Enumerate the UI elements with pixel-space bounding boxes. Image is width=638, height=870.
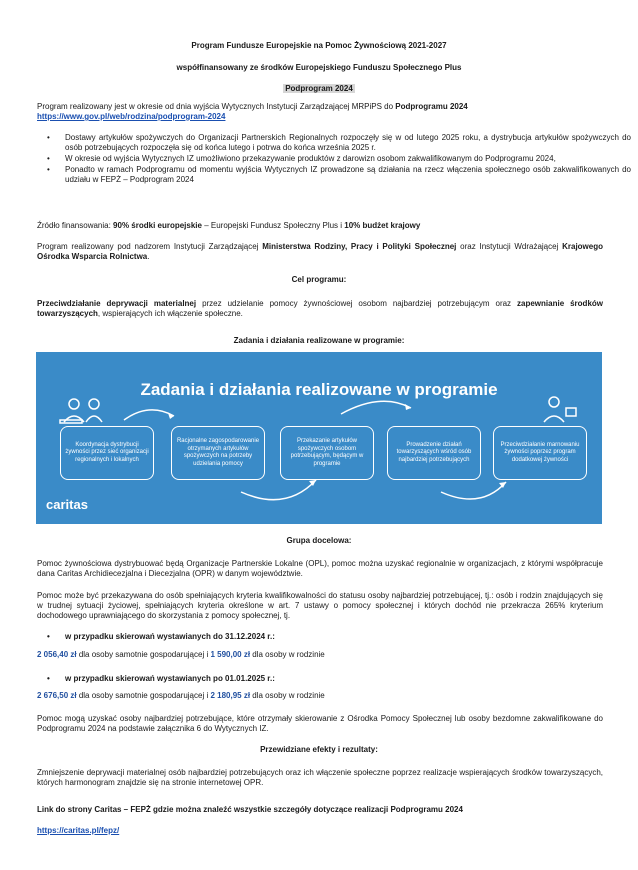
intro-bold: Podprogramu 2024	[395, 102, 468, 111]
caritas-logo: caritas	[46, 497, 88, 512]
supervision-text: Program realizowany pod nadzorem Instytucji Zarządzającej	[37, 242, 263, 251]
amount-text: dla osoby samotnie gospodarującej i	[76, 650, 211, 659]
goal-text: przez udzielanie pomocy żywnościowej osobom najbardziej potrzebującym oraz	[196, 299, 518, 308]
supervision-agency: Krajowego Ośrodka Wsparcia Rolnictwa	[37, 242, 604, 261]
task-box: Prowadzenie działań towarzyszących wśród osób najbardziej potrzebujących	[387, 426, 481, 480]
intro-text: Program realizowany jest w okresie od dnia wyjścia Wytycznych Instytucji Zarządzającej MRPiPS do	[37, 102, 396, 111]
intro-link[interactable]: https://www.gov.pl/web/rodzina/podprogram-2024	[37, 112, 226, 121]
funding-middle: – Europejski Fundusz Społeczny Plus i	[201, 221, 345, 230]
caritas-link[interactable]: https://caritas.pl/fepz/	[37, 826, 120, 835]
case2-label: • w przypadku skierowań wystawianych po 01.01.2025 r.:	[65, 674, 631, 684]
document-title: Program Fundusze Europejskie na Pomoc Żywnościową 2021-2027	[191, 41, 447, 50]
task-box: Racjonalne zagospodarowanie otrzymanych artykułów spożywczych na potrzeby udzielania pomocy	[171, 426, 265, 480]
person-icon-left	[60, 399, 102, 423]
target-paragraph-3: Pomoc mogą uzyskać osoby najbardziej potrzebujące, które otrzymały skierowanie z Ośrodka Pomocy Społecznej lub osoby bezdomne zakwalifikowane do Podprogramu 2024 na podstawie załącznika 6 do Wytycznych IZ.	[37, 714, 603, 733]
supervision-paragraph	[37, 242, 603, 262]
case2-amounts	[37, 691, 603, 701]
goal-paragraph	[37, 299, 603, 319]
target-paragraph-2: Pomoc może być przekazywana do osób spełniających kryteria kwalifikowalności do statusu osoby najbardziej potrzebującej, tj.: osób i rodzin znajdujących się w trudnej sytuacji życiowej, spełniających kryteria określone w art. 7 ustawy o pomocy społecznej i których dochód nie przekracza 265% kryterium dochodowego uprawniającego do skorzystania z pomocy społecznej, tj.	[37, 591, 603, 620]
bullet-list	[37, 133, 631, 186]
goal-heading: Cel programu:	[291, 275, 347, 284]
footer-link-wrap	[37, 826, 603, 836]
subprogram-label	[0, 84, 638, 94]
funding-eu: 90% środki europejskie	[113, 221, 202, 230]
effects-paragraph: Zmniejszenie deprywacji materialnej osób najbardziej potrzebujących oraz ich włączenie społeczne poprzez realizacje wspierających środków towarzyszących, których harmonogram znajdzie się na stronie internetowej OPR.	[37, 768, 603, 787]
banner-title: Zadania i działania realizowane w programie	[140, 380, 498, 399]
amount-single: 2 676,50 zł	[37, 691, 77, 700]
funding-national: 10% budżet krajowy	[344, 221, 421, 230]
intro-paragraph	[37, 102, 603, 122]
arrow-icon	[124, 410, 174, 420]
case1-label: • w przypadku skierowań wystawianych do 31.12.2024 r.:	[65, 632, 631, 642]
task-box: Koordynacja dystrybucji żywności przez sieć organizacji regionalnych i lokalnych	[60, 426, 154, 480]
task-box: Przekazanie artykułów spożywczych osobom potrzebującym, będącym w programie	[280, 426, 374, 480]
amount-text: dla osoby w rodzinie	[250, 650, 325, 659]
case2-bullet	[37, 674, 631, 685]
goal-text: , wspierających ich włączenie społeczne.	[97, 309, 243, 318]
case1-bullet	[37, 632, 631, 643]
arrow-icon	[441, 482, 506, 499]
amount-family: 1 590,00 zł	[210, 650, 251, 659]
target-paragraph-1: Pomoc żywnościowa dystrybuować będą Organizacje Partnerskie Lokalne (OPL), pomoc można uzyskać regionalnie w organizacjach, z którymi współpracuje dana Caritas Archidiecezjalna i Diecezjalna (OPR) w danym województwie.	[37, 559, 603, 578]
case1-amounts	[37, 650, 603, 660]
document-subtitle: współfinansowany ze środków Europejskiego Funduszu Społecznego Plus	[176, 63, 462, 72]
supervision-text: oraz Instytucji Wdrażającej	[456, 242, 563, 251]
arrow-icon	[341, 401, 411, 414]
target-heading: Grupa docelowa:	[286, 536, 352, 545]
task-box: Przeciwdziałanie marnowaniu żywności poprzez program dodatkowej żywności	[493, 426, 587, 480]
bullet-item: • Dostawy artykułów spożywczych do Organizacji Partnerskich Regionalnych rozpoczęły się w od lutego 2025 roku, a dystrybucja artykułów spożywczych do osób potrzebujących rozpoczęła się od końca lutego i potrwa do końca września 2025 r.	[65, 133, 631, 153]
amount-text: dla osoby w rodzinie	[250, 691, 325, 700]
goal-bold: zapewnianie środków towarzyszących	[37, 299, 603, 318]
person-icon-right	[544, 397, 576, 422]
tasks-heading: Zadania i działania realizowane w programie:	[233, 336, 405, 345]
supervision-ministry: Ministerstwa Rodziny, Pracy i Polityki Społecznej	[262, 242, 457, 251]
bullet-item: • W okresie od wyjścia Wytycznych IZ umożliwiono przekazywanie produktów z darowizn osobom zakwalifikowanym do Podprogramu 2024,	[65, 154, 631, 164]
funding-prefix: Źródło finansowania:	[37, 221, 114, 230]
bullet-item: • Ponadto w ramach Podprogramu od momentu wyjścia Wytycznych IZ prowadzone są działania na rzecz włączenia społecznego osób zakwalifikowanych do udziału w FEPŻ – Podprogram 2024	[65, 165, 631, 185]
subprogram-highlight: Podprogram 2024	[285, 84, 353, 93]
amount-text: dla osoby samotnie gospodarującej i	[76, 691, 211, 700]
amount-family: 2 180,95 zł	[210, 691, 251, 700]
footer-text: Link do strony Caritas – FEPŻ gdzie można znaleźć wszystkie szczegóły dotyczące realizacji Podprogramu 2024	[37, 805, 463, 814]
tasks-banner	[36, 352, 602, 524]
effects-heading: Przewidziane efekty i rezultaty:	[260, 745, 378, 754]
arrow-icon	[241, 480, 316, 500]
supervision-text: .	[147, 252, 150, 261]
funding-line	[37, 221, 603, 231]
amount-single: 2 056,40 zł	[37, 650, 77, 659]
goal-bold: Przeciwdziałanie deprywacji materialnej	[37, 299, 197, 308]
